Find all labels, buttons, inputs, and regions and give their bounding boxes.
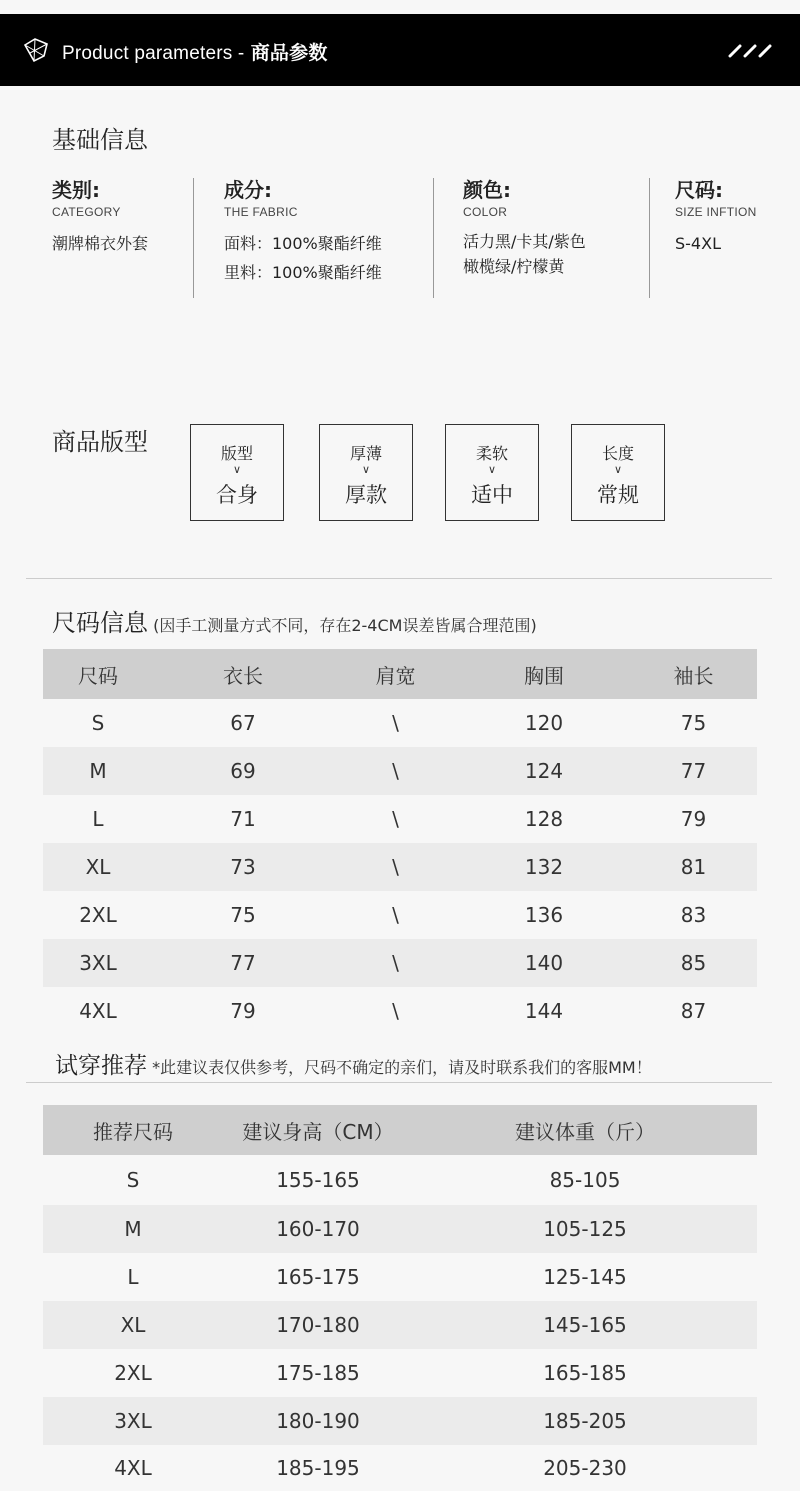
table-cell: 77 (630, 747, 757, 795)
table-cell: 185-205 (413, 1397, 757, 1445)
table-cell: M (43, 1205, 223, 1253)
table-row (43, 1301, 757, 1349)
table-cell: 77 (153, 939, 333, 987)
attr-value: 潮牌棉衣外套 (52, 234, 149, 253)
table-cell: 136 (524, 903, 564, 927)
table-cell: 85 (630, 939, 757, 987)
table-row (43, 987, 757, 1035)
chevron-down-icon: ∨ (361, 463, 371, 476)
fit-box-cut (190, 424, 284, 521)
attr-size (675, 174, 757, 258)
table-cell: 75 (680, 711, 707, 735)
page-title (62, 38, 328, 65)
table-header-row (43, 649, 757, 699)
attr-sublabel: SIZE INFTION (675, 205, 757, 219)
size-table (43, 649, 757, 1035)
table-cell: 124 (458, 747, 630, 795)
color-line: 橄榄绿/柠檬黄 (463, 257, 565, 276)
table-row (43, 843, 757, 891)
table-cell: 185-195 (276, 1456, 360, 1480)
column-header: 建议身高（CM） (223, 1105, 413, 1155)
fabric-lining: 里料：100%聚酯纤维 (224, 263, 382, 282)
table-cell: \ (333, 747, 458, 795)
fit-key: 版型 (220, 444, 253, 463)
table-cell: \ (392, 999, 399, 1023)
table-cell: \ (392, 903, 399, 927)
size-info-title: 尺码信息 (52, 609, 148, 637)
attr-value: S-4XL (675, 234, 721, 253)
header-bar (0, 14, 800, 86)
table-cell: 145-165 (413, 1301, 757, 1349)
divider (649, 178, 650, 298)
recommend-note: *此建议表仅供参考，尺码不确定的亲们，请及时联系我们的客服MM！ (152, 1058, 652, 1077)
table-cell: 205-230 (543, 1456, 627, 1480)
table-cell: 4XL (114, 1456, 152, 1480)
table-cell: 79 (680, 807, 707, 831)
title-chinese: 商品参数 (250, 42, 328, 64)
table-cell: 2XL (79, 903, 117, 927)
column-header: 推荐尺码 (43, 1105, 223, 1155)
fit-box-thickness (319, 424, 413, 521)
divider (193, 178, 194, 298)
table-cell: 81 (630, 843, 757, 891)
table-cell: 71 (230, 807, 256, 831)
attr-sublabel: THE FABRIC (224, 205, 298, 219)
table-cell: 125-145 (543, 1265, 627, 1289)
table-cell: 87 (680, 999, 707, 1023)
fit-value: 常规 (597, 483, 639, 507)
table-cell: 4XL (79, 999, 117, 1023)
table-cell: \ (333, 843, 458, 891)
triple-slash-icon (728, 42, 774, 60)
table-row (43, 1397, 757, 1445)
fit-box-softness (445, 424, 539, 521)
fabric-outer: 面料：100%聚酯纤维 (224, 234, 382, 253)
divider (26, 578, 772, 579)
table-cell: 3XL (43, 939, 153, 987)
column-header: 袖长 (630, 649, 757, 699)
table-cell: \ (333, 939, 458, 987)
table-row (43, 747, 757, 795)
attr-value (463, 229, 586, 279)
table-row (43, 1205, 757, 1253)
fit-value: 合身 (216, 483, 258, 507)
attr-sublabel: CATEGORY (52, 205, 121, 219)
table-header-row (43, 1105, 757, 1155)
attr-label: 尺码: (675, 178, 723, 202)
table-row (43, 1155, 757, 1205)
column-header: 尺码 (43, 649, 153, 699)
basic-info-title: 基础信息 (52, 126, 148, 154)
table-cell: M (43, 747, 153, 795)
attr-color (463, 174, 586, 279)
title-english: Product parameters - (62, 43, 245, 64)
fit-box-length (571, 424, 665, 521)
attr-sublabel: COLOR (463, 205, 508, 219)
table-cell: XL (43, 1301, 223, 1349)
size-info-note: (因手工测量方式不同，存在2-4CM误差皆属合理范围) (153, 616, 537, 635)
chevron-down-icon: ∨ (232, 463, 242, 476)
color-line: 活力黑/卡其/紫色 (463, 232, 586, 251)
fit-key: 长度 (601, 444, 634, 463)
table-cell: 175-185 (276, 1361, 360, 1385)
column-header: 建议体重（斤） (413, 1105, 757, 1155)
table-cell: 75 (230, 903, 256, 927)
attr-label: 颜色: (463, 178, 511, 202)
size-info-heading (52, 603, 537, 638)
table-row (43, 939, 757, 987)
table-row (43, 795, 757, 843)
column-header: 胸围 (458, 649, 630, 699)
table-cell: 67 (230, 711, 256, 735)
fit-value: 厚款 (345, 483, 387, 507)
table-cell: XL (43, 843, 153, 891)
fit-title: 商品版型 (52, 428, 148, 456)
table-row (43, 1253, 757, 1301)
table-cell: 165-185 (543, 1361, 627, 1385)
divider (26, 1082, 772, 1083)
table-cell: 105-125 (413, 1205, 757, 1253)
attr-label: 类别: (52, 178, 100, 202)
table-row (43, 1445, 757, 1491)
column-header: 衣长 (153, 649, 333, 699)
table-row (43, 1349, 757, 1397)
table-cell: 140 (458, 939, 630, 987)
table-cell: 69 (153, 747, 333, 795)
table-row (43, 891, 757, 939)
table-cell: 144 (524, 999, 564, 1023)
recommend-title: 试穿推荐 (55, 1053, 147, 1079)
table-cell: 128 (524, 807, 564, 831)
chevron-down-icon: ∨ (613, 463, 623, 476)
fit-value: 适中 (471, 483, 513, 507)
table-cell: 170-180 (223, 1301, 413, 1349)
table-cell: L (127, 1265, 139, 1289)
table-cell: 120 (524, 711, 564, 735)
table-cell: 73 (153, 843, 333, 891)
attr-category (52, 174, 148, 258)
attr-fabric (224, 174, 382, 287)
table-cell: S (126, 1168, 140, 1192)
table-row (43, 699, 757, 747)
table-cell: \ (392, 807, 399, 831)
table-cell: 132 (458, 843, 630, 891)
fit-key: 厚薄 (349, 444, 382, 463)
divider (433, 178, 434, 298)
column-header: 肩宽 (333, 649, 458, 699)
chevron-down-icon: ∨ (487, 463, 497, 476)
fit-key: 柔软 (475, 444, 508, 463)
table-cell: 180-190 (223, 1397, 413, 1445)
table-cell: 85-105 (549, 1168, 621, 1192)
table-cell: 3XL (43, 1397, 223, 1445)
table-cell: S (91, 711, 105, 735)
table-cell: 83 (680, 903, 707, 927)
gem-outline-icon (22, 36, 50, 64)
table-cell: \ (392, 711, 399, 735)
table-cell: 165-175 (276, 1265, 360, 1289)
attr-value (224, 229, 382, 287)
table-cell: 2XL (114, 1361, 152, 1385)
attr-label: 成分: (224, 178, 272, 202)
table-cell: L (92, 807, 104, 831)
table-cell: 155-165 (276, 1168, 360, 1192)
recommend-heading (55, 1047, 652, 1080)
recommend-table (43, 1105, 757, 1491)
table-cell: 79 (230, 999, 256, 1023)
table-cell: 160-170 (223, 1205, 413, 1253)
